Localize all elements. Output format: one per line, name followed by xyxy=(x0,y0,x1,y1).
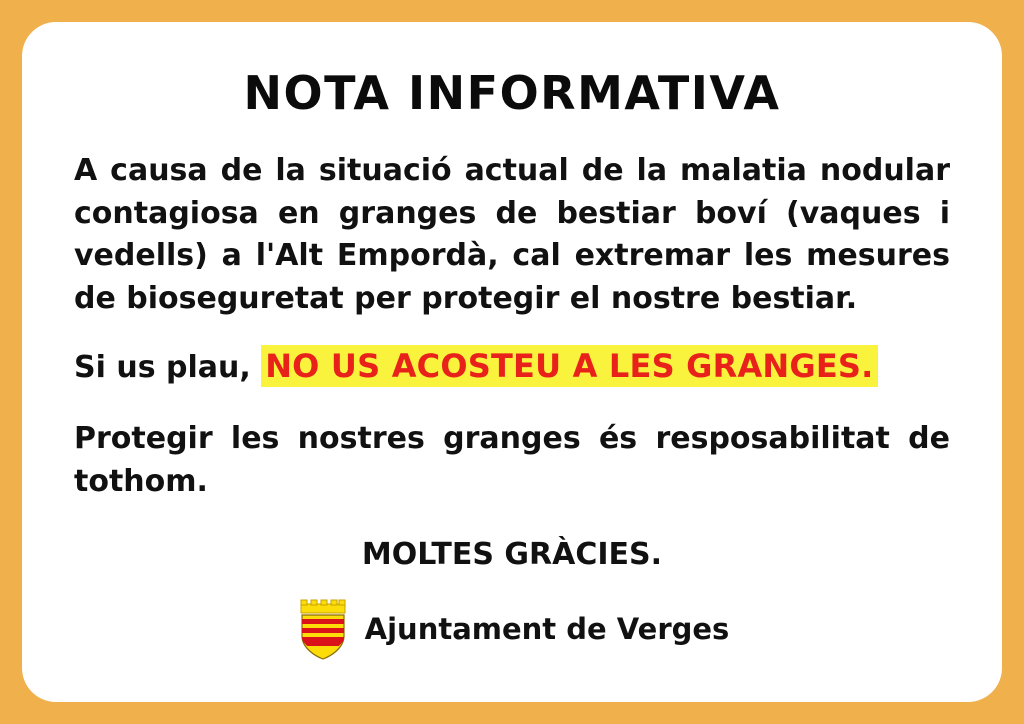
plea-line xyxy=(74,346,950,388)
paragraph-responsibility: Protegir les nostres granges és resposabilitat de tothom. xyxy=(74,420,950,499)
plea-prefix: Si us plau, xyxy=(74,350,262,386)
coat-of-arms-icon xyxy=(295,598,351,660)
paragraph-situation: A causa de la situació actual de la malatia nodular contagiosa en granges de bestiar boví (vaques i vedells) a l'Alt Empordà, cal extremar les mesures de bioseguretat per protegir el nostre bestiar. xyxy=(74,153,950,316)
footer-organization: Ajuntament de Verges xyxy=(364,612,730,647)
page-title: NOTA INFORMATIVA xyxy=(243,66,781,120)
poster-card xyxy=(22,22,1002,702)
footer xyxy=(74,598,950,660)
plea-highlight: NO US ACOSTEU A LES GRANGES. xyxy=(261,345,877,387)
thanks-line: MOLTES GRÀCIES. xyxy=(361,537,663,573)
